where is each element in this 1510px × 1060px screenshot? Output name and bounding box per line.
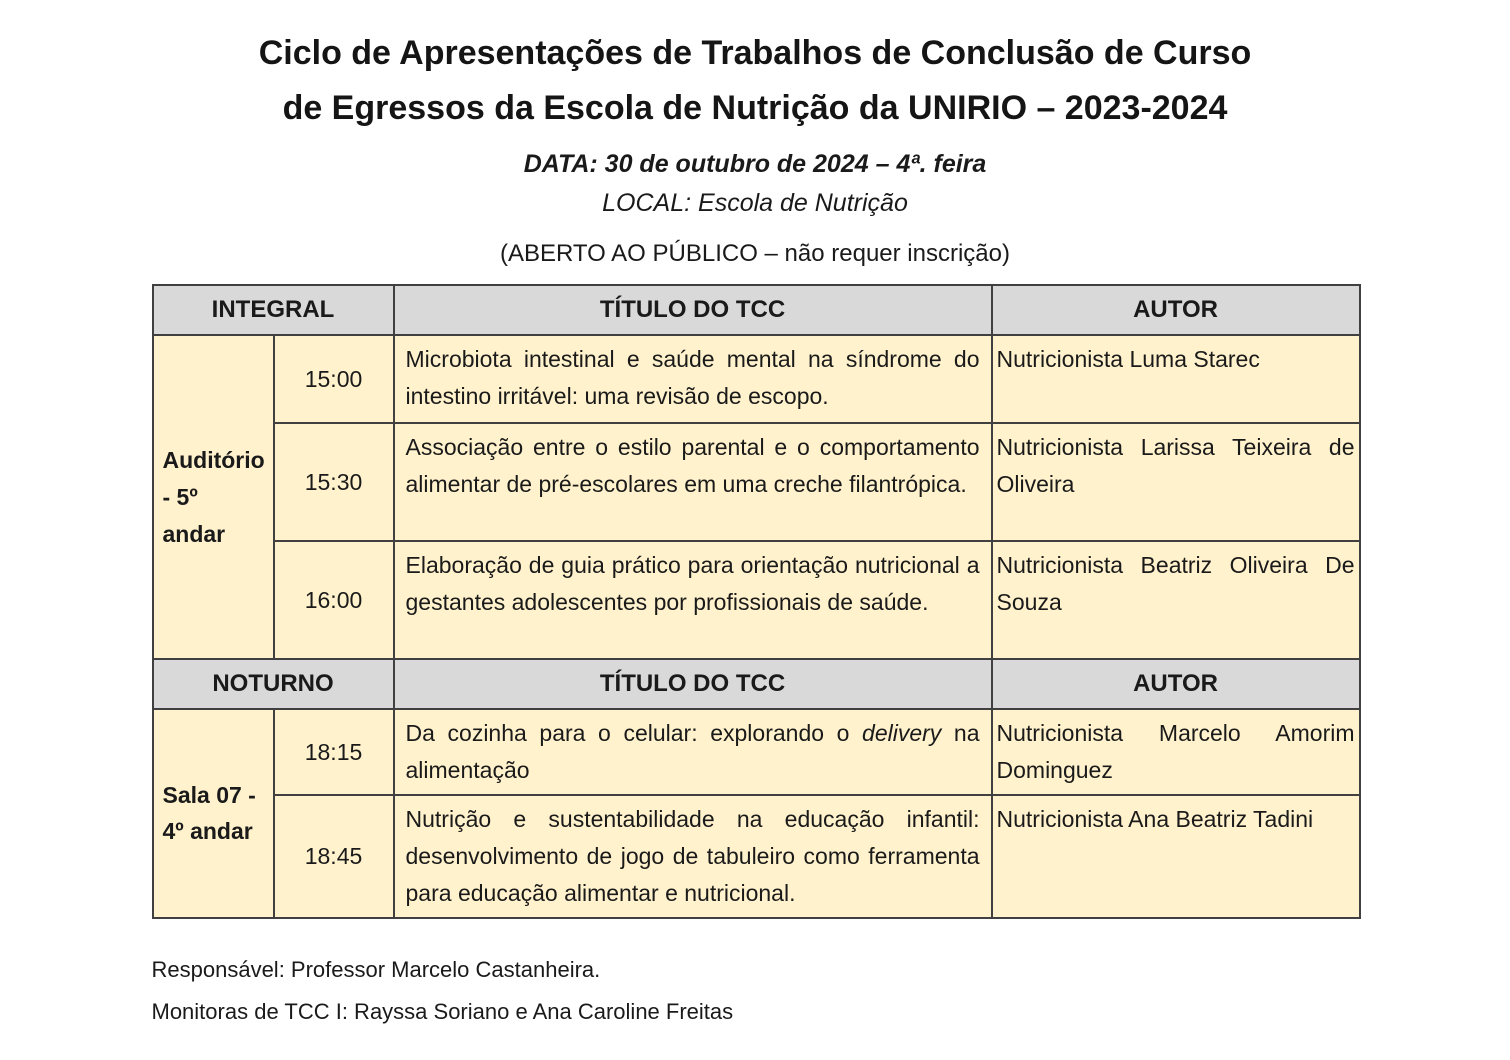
location-cell-auditorio: Auditório - 5º andar bbox=[153, 335, 274, 659]
time-cell: 18:45 bbox=[274, 795, 394, 917]
author-cell: Nutricionista Beatriz Oliveira De Souza bbox=[992, 541, 1360, 659]
location-cell-sala07: Sala 07 - 4º andar bbox=[153, 709, 274, 917]
document-page bbox=[152, 0, 1359, 1025]
table-row bbox=[153, 795, 1360, 917]
tcc-title-cell: Nutrição e sustentabilidade na educação infantil: desenvolvimento de jogo de tabuleiro como ferramenta para educação alimentar e nutricional. bbox=[394, 795, 992, 917]
event-location: LOCAL: Escola de Nutrição bbox=[602, 189, 908, 218]
monitors-line: Monitoras de TCC I: Rayssa Soriano e Ana Caroline Freitas bbox=[151, 998, 734, 1024]
column-header-autor-integral: AUTOR bbox=[992, 285, 1360, 335]
tcc-title-cell bbox=[394, 709, 992, 795]
document-title bbox=[152, 26, 1359, 136]
tcc-title-cell: Associação entre o estilo parental e o comportamento alimentar de pré-escolares em uma creche filantrópica. bbox=[394, 423, 992, 541]
author-cell: Nutricionista Larissa Teixeira de Oliveira bbox=[992, 423, 1360, 541]
tcc-title-cell: Elaboração de guia prático para orientação nutricional a gestantes adolescentes por profissionais de saúde. bbox=[394, 541, 992, 659]
time-cell: 18:15 bbox=[274, 709, 394, 795]
author-cell: Nutricionista Ana Beatriz Tadini bbox=[992, 795, 1360, 917]
tcc-title-text: na alimentação bbox=[405, 720, 980, 783]
author-cell: Nutricionista Marcelo Amorim Dominguez bbox=[992, 709, 1360, 795]
public-admission-note: (ABERTO AO PÚBLICO – não requer inscrição) bbox=[500, 240, 1010, 268]
table-row bbox=[153, 709, 1360, 795]
table-row bbox=[153, 335, 1360, 423]
tcc-title-cell: Microbiota intestinal e saúde mental na síndrome do intestino irritável: uma revisão de escopo. bbox=[394, 335, 992, 423]
time-cell: 15:00 bbox=[274, 335, 394, 423]
table-row bbox=[153, 423, 1360, 541]
time-cell: 15:30 bbox=[274, 423, 394, 541]
document-title-line1: Ciclo de Apresentações de Trabalhos de Conclusão de Curso bbox=[258, 34, 1252, 72]
tcc-title-text: Da cozinha para o celular: explorando o bbox=[405, 720, 863, 747]
column-header-titulo-noturno: TÍTULO DO TCC bbox=[394, 659, 992, 709]
period-header-integral: INTEGRAL bbox=[153, 285, 394, 335]
time-cell: 16:00 bbox=[274, 541, 394, 659]
footer bbox=[152, 957, 1359, 1025]
responsible-line: Responsável: Professor Marcelo Castanheira. bbox=[151, 956, 601, 982]
period-header-noturno: NOTURNO bbox=[153, 659, 394, 709]
column-header-autor-noturno: AUTOR bbox=[992, 659, 1360, 709]
section-header-row-noturno bbox=[153, 659, 1360, 709]
schedule-table bbox=[152, 284, 1361, 918]
table-row bbox=[153, 541, 1360, 659]
tcc-title-italic-word: delivery bbox=[862, 720, 942, 747]
event-date: DATA: 30 de outubro de 2024 – 4ª. feira bbox=[523, 150, 987, 179]
author-cell: Nutricionista Luma Starec bbox=[992, 335, 1360, 423]
section-header-row-integral bbox=[153, 285, 1360, 335]
column-header-titulo-integral: TÍTULO DO TCC bbox=[394, 285, 992, 335]
document-title-line2: de Egressos da Escola de Nutrição da UNIRIO – 2023-2024 bbox=[282, 89, 1228, 128]
